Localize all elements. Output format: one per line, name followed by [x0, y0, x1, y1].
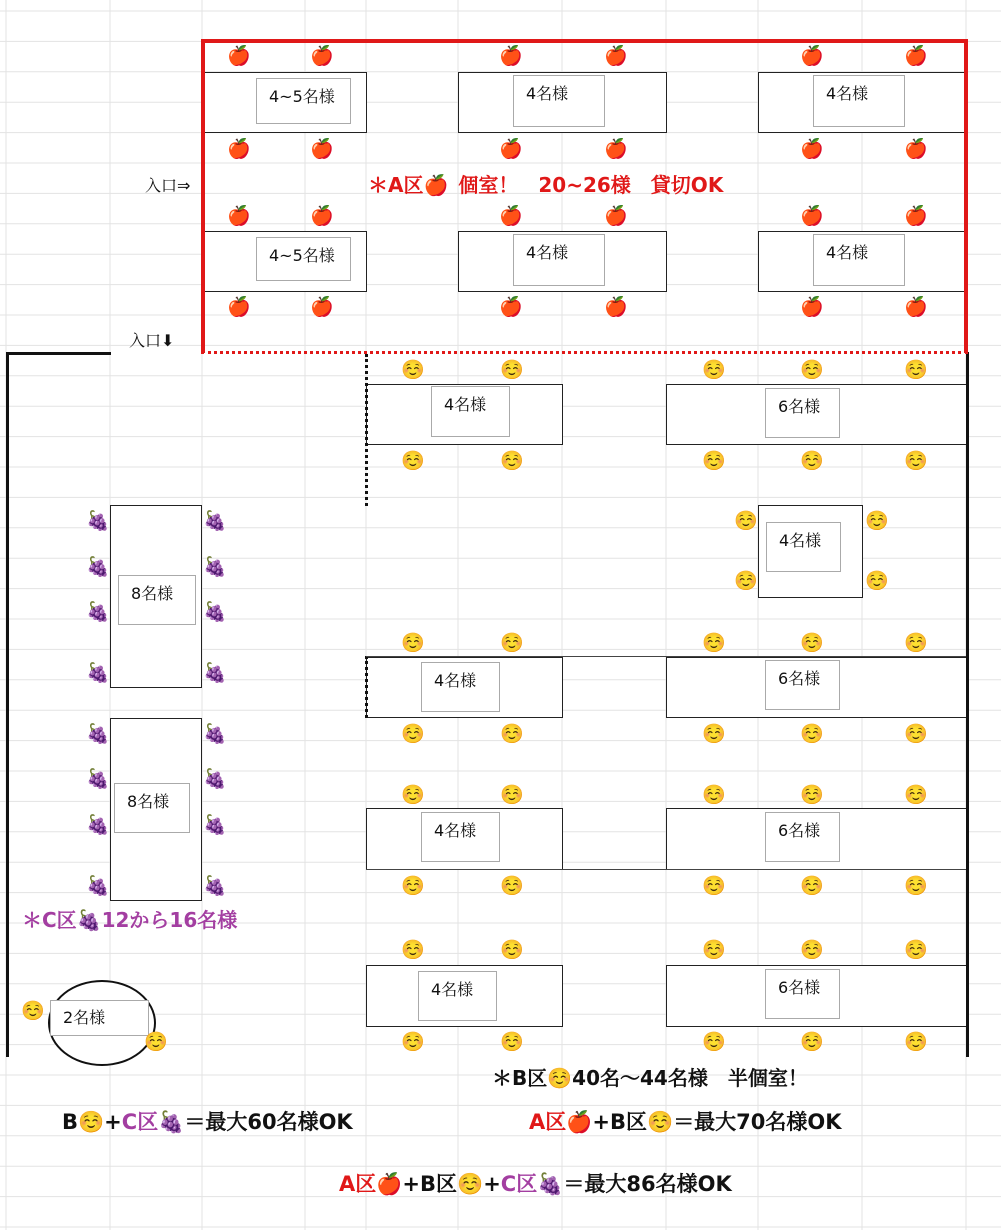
- apple-icon: 🍎: [800, 296, 824, 318]
- apple-icon: 🍎: [310, 205, 334, 227]
- smile-icon: ☺️: [702, 1031, 726, 1053]
- zone-a-table-label: 4名様: [813, 234, 905, 286]
- zone-b-table-label: 6名様: [765, 660, 840, 710]
- zone-b-table-label: 6名様: [765, 388, 840, 438]
- apple-icon: 🍎: [310, 138, 334, 160]
- zone-a-label-prefix: ＊A区: [368, 173, 424, 197]
- grape-icon: 🍇: [86, 768, 110, 790]
- combo-abc: [339, 1168, 732, 1198]
- apple-icon: 🍎: [800, 138, 824, 160]
- smile-icon: ☺️: [800, 784, 824, 806]
- smile-icon: ☺️: [500, 359, 524, 381]
- grape-icon: 🍇: [203, 768, 227, 790]
- smile-icon: ☺️: [547, 1066, 573, 1090]
- apple-icon: 🍎: [227, 296, 251, 318]
- zone-b-table-label: 4名様: [421, 662, 500, 712]
- grape-icon: 🍇: [203, 662, 227, 684]
- combo-text: B: [62, 1110, 79, 1134]
- apple-icon: 🍎: [604, 45, 628, 67]
- apple-icon: 🍎: [904, 138, 928, 160]
- smile-icon: ☺️: [865, 570, 889, 592]
- smile-icon: ☺️: [904, 359, 928, 381]
- combo-text: ＝最大70名様OK: [673, 1110, 842, 1134]
- grape-icon: 🍇: [86, 556, 110, 578]
- apple-icon: 🍎: [499, 205, 523, 227]
- smile-icon: ☺️: [500, 875, 524, 897]
- smile-icon: ☺️: [702, 632, 726, 654]
- apple-icon: 🍎: [904, 45, 928, 67]
- apple-icon: 🍎: [604, 205, 628, 227]
- zone-b-table-label: 4名様: [431, 386, 510, 437]
- smile-icon: ☺️: [800, 450, 824, 472]
- zone-b-table-label: 6名様: [765, 812, 840, 862]
- zone-a-dotted-border: [201, 351, 968, 354]
- zone-b-table-label: 4名様: [418, 971, 497, 1021]
- zone-b-table-label: 6名様: [765, 969, 840, 1019]
- smile-icon: ☺️: [401, 632, 425, 654]
- grape-icon: 🍇: [86, 814, 110, 836]
- zone-a-table-label: 4~5名様: [256, 237, 351, 281]
- combo-text: C区: [500, 1172, 538, 1196]
- apple-icon: 🍎: [566, 1110, 593, 1134]
- combo-text: +B区: [592, 1110, 648, 1134]
- smile-icon: ☺️: [800, 1031, 824, 1053]
- zone-a-table-label: 4名様: [513, 75, 605, 127]
- smile-icon: ☺️: [500, 939, 524, 961]
- zone-b-label-prefix: ＊B区: [492, 1066, 548, 1090]
- smile-icon: ☺️: [800, 632, 824, 654]
- smile-icon: ☺️: [904, 1031, 928, 1053]
- smile-icon: ☺️: [647, 1110, 674, 1134]
- apple-icon: 🍎: [227, 205, 251, 227]
- smile-icon: ☺️: [904, 632, 928, 654]
- smile-icon: ☺️: [702, 939, 726, 961]
- apple-icon: 🍎: [227, 45, 251, 67]
- zone-c-label: [22, 904, 237, 933]
- smile-icon: ☺️: [702, 359, 726, 381]
- smile-icon: ☺️: [401, 359, 425, 381]
- smile-icon: ☺️: [904, 450, 928, 472]
- smile-icon: ☺️: [904, 875, 928, 897]
- apple-icon: 🍎: [310, 296, 334, 318]
- combo-text: ＝最大60名様OK: [184, 1110, 353, 1134]
- combo-ab: [529, 1106, 842, 1136]
- smile-icon: ☺️: [734, 510, 758, 532]
- zone-b-label-suffix: 40名～44名様 半個室！: [572, 1066, 808, 1090]
- apple-icon: 🍎: [227, 138, 251, 160]
- combo-text: ＝最大86名様OK: [563, 1172, 732, 1196]
- grape-icon: 🍇: [86, 875, 110, 897]
- apple-icon: 🍎: [499, 138, 523, 160]
- grape-icon: 🍇: [203, 510, 227, 532]
- grape-icon: 🍇: [86, 723, 110, 745]
- apple-icon: 🍎: [904, 205, 928, 227]
- grape-icon: 🍇: [203, 814, 227, 836]
- combo-text: +B区: [402, 1172, 458, 1196]
- left-wall-top: [6, 352, 111, 355]
- smile-icon: ☺️: [904, 939, 928, 961]
- smile-icon: ☺️: [734, 570, 758, 592]
- zone-a-label-suffix: 個室！ 20~26様 貸切OK: [458, 173, 724, 197]
- smile-icon: ☺️: [800, 939, 824, 961]
- zone-c-table-label: 8名様: [114, 783, 190, 833]
- smile-icon: ☺️: [702, 450, 726, 472]
- apple-icon: 🍎: [800, 205, 824, 227]
- round-table-label: 2名様: [50, 1000, 149, 1036]
- smile-icon: ☺️: [702, 784, 726, 806]
- smile-icon: ☺️: [401, 939, 425, 961]
- apple-icon: 🍎: [904, 296, 928, 318]
- apple-icon: 🍎: [604, 138, 628, 160]
- smile-icon: ☺️: [500, 723, 524, 745]
- smile-icon: ☺️: [500, 1031, 524, 1053]
- zone-a-table-label: 4~5名様: [256, 78, 351, 124]
- smile-icon: ☺️: [401, 784, 425, 806]
- zone-b-table-label: 4名様: [421, 812, 500, 862]
- combo-bc: [62, 1106, 353, 1136]
- zone-a-table-label: 4名様: [513, 234, 605, 286]
- smile-icon: ☺️: [401, 1031, 425, 1053]
- smile-icon: ☺️: [457, 1172, 484, 1196]
- grape-icon: 🍇: [203, 875, 227, 897]
- grape-icon: 🍇: [203, 723, 227, 745]
- smile-icon: ☺️: [904, 723, 928, 745]
- apple-icon: 🍎: [800, 45, 824, 67]
- right-wall: [966, 352, 969, 1057]
- combo-text: A区: [529, 1110, 567, 1134]
- zone-b-label: [492, 1062, 808, 1091]
- apple-icon: 🍎: [499, 296, 523, 318]
- smile-icon: ☺️: [500, 632, 524, 654]
- smile-icon: ☺️: [702, 723, 726, 745]
- zone-b-row-line-2: [366, 869, 966, 870]
- apple-icon: 🍎: [499, 45, 523, 67]
- apple-icon: 🍎: [423, 173, 449, 197]
- smile-icon: ☺️: [500, 450, 524, 472]
- combo-text: +: [104, 1110, 122, 1134]
- smile-icon: ☺️: [702, 875, 726, 897]
- zone-b-partition-mid: [365, 656, 368, 718]
- zone-c-table-label: 8名様: [118, 575, 196, 625]
- smile-icon: ☺️: [401, 723, 425, 745]
- smile-icon: ☺️: [401, 450, 425, 472]
- smile-icon: ☺️: [800, 875, 824, 897]
- grape-icon: 🍇: [158, 1110, 185, 1134]
- zone-b-partition-top: [365, 354, 368, 506]
- combo-text: +: [483, 1172, 501, 1196]
- zone-a-table-label: 4名様: [813, 75, 905, 127]
- zone-a-label: [368, 169, 723, 198]
- zone-b-table-label: 4名様: [766, 522, 841, 572]
- grape-icon: 🍇: [203, 556, 227, 578]
- combo-text: C区: [121, 1110, 159, 1134]
- smile-icon: ☺️: [800, 723, 824, 745]
- apple-icon: 🍎: [604, 296, 628, 318]
- smile-icon: ☺️: [144, 1031, 168, 1053]
- left-wall: [6, 352, 9, 1057]
- grape-icon: 🍇: [86, 601, 110, 623]
- smile-icon: ☺️: [800, 359, 824, 381]
- zone-c-label-prefix: ＊C区: [22, 908, 77, 932]
- smile-icon: ☺️: [78, 1110, 105, 1134]
- zone-c-label-suffix: 12から16名様: [101, 908, 238, 932]
- combo-text: A区: [339, 1172, 377, 1196]
- grape-icon: 🍇: [76, 908, 102, 932]
- smile-icon: ☺️: [500, 784, 524, 806]
- smile-icon: ☺️: [21, 1000, 45, 1022]
- grape-icon: 🍇: [203, 601, 227, 623]
- entrance-right-label: 入口⇒: [145, 176, 191, 195]
- entrance-down-label: 入口⬇: [129, 331, 175, 350]
- smile-icon: ☺️: [865, 510, 889, 532]
- zone-b-row-line-1: [366, 656, 966, 657]
- grape-icon: 🍇: [86, 662, 110, 684]
- smile-icon: ☺️: [904, 784, 928, 806]
- grape-icon: 🍇: [86, 510, 110, 532]
- grape-icon: 🍇: [537, 1172, 564, 1196]
- smile-icon: ☺️: [401, 875, 425, 897]
- apple-icon: 🍎: [310, 45, 334, 67]
- apple-icon: 🍎: [376, 1172, 403, 1196]
